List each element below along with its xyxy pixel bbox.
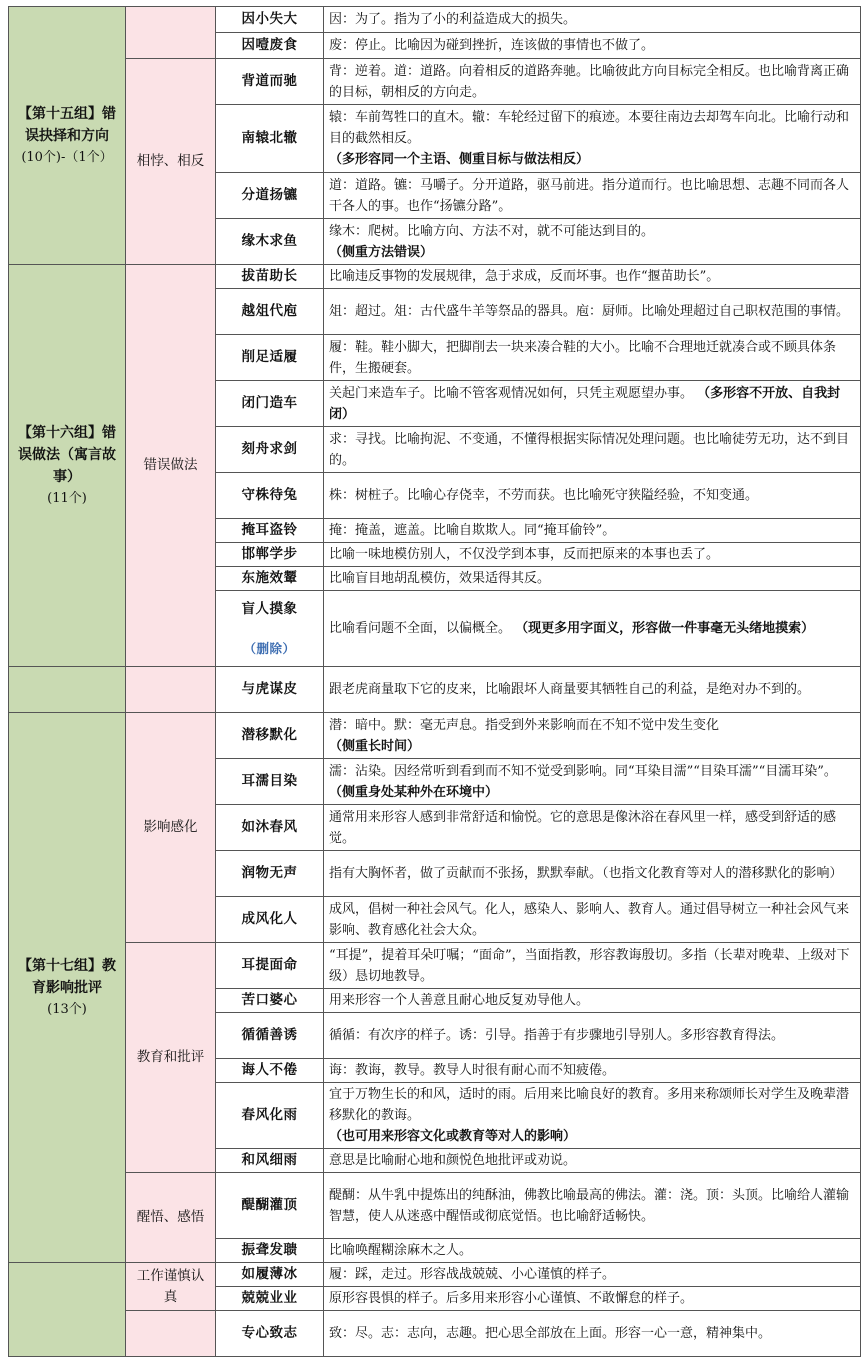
definition-text: “耳提”，提着耳朵叮嘱；“面命”，当面指教，形容教诲殷切。多指（长辈对晚辈、上级对下级）恳切地教导。 bbox=[329, 947, 850, 984]
group-cell bbox=[9, 7, 126, 265]
subgroup-cell: 相悖、相反 bbox=[126, 59, 216, 265]
idiom-definition bbox=[324, 473, 861, 519]
idiom-term: 越俎代庖 bbox=[216, 289, 324, 335]
idiom-term: 兢兢业业 bbox=[216, 1287, 324, 1311]
idiom-definition bbox=[324, 1173, 861, 1239]
group-count: (10个)-（1个） bbox=[21, 149, 113, 165]
definition-text: 原形容畏惧的样子。后多用来形容小心谨慎、不敢懈怠的样子。 bbox=[329, 1291, 694, 1306]
definition-text: 致：尽。志：志向，志趣。把心思全部放在上面。形容一心一意，精神集中。 bbox=[329, 1326, 772, 1341]
group-title: 【第十六组】错误做法（寓言故事） bbox=[18, 424, 116, 485]
idiom-definition bbox=[324, 59, 861, 105]
idiom-term: 邯郸学步 bbox=[216, 543, 324, 567]
idiom-definition bbox=[324, 591, 861, 667]
idiom-term: 耳濡目染 bbox=[216, 759, 324, 805]
idiom-term: 削足适履 bbox=[216, 335, 324, 381]
definition-text: 濡：沾染。因经常听到看到而不知不觉受到影响。同“耳染目濡”“目染耳濡”“目濡耳染”。 bbox=[329, 763, 837, 779]
idiom-term: 守株待兔 bbox=[216, 473, 324, 519]
idiom-definition bbox=[324, 7, 861, 33]
definition-text: 潜：暗中。默：毫无声息。指受到外来影响而在不知不觉中发生变化 bbox=[329, 717, 720, 733]
definition-text: 醍醐：从牛乳中提炼出的纯酥油，佛教比喻最高的佛法。灌：浇。顶：头顶。比喻给人灌输智慧，使人从迷惑中醒悟或彻底觉悟。也比喻舒适畅快。 bbox=[329, 1187, 850, 1224]
group-cell bbox=[9, 265, 126, 667]
idiom-definition bbox=[324, 173, 861, 219]
idiom-term: 南辕北辙 bbox=[216, 105, 324, 173]
definition-text: 履：踩，走过。形容战战兢兢、小心谨慎的样子。 bbox=[329, 1267, 616, 1282]
idiom-definition bbox=[324, 897, 861, 943]
table-row bbox=[9, 1173, 861, 1239]
group-count: (13个) bbox=[47, 1001, 87, 1017]
subgroup-cell-empty bbox=[126, 7, 216, 59]
idiom-term: 耳提面命 bbox=[216, 943, 324, 989]
idiom-term: 苦口婆心 bbox=[216, 989, 324, 1013]
definition-text: 背：逆着。道：道路。向着相反的道路奔驰。比喻彼此方向目标完全相反。也比喻背离正确的目标，朝相反的方向走。 bbox=[329, 63, 850, 100]
idiom-term: 因噎废食 bbox=[216, 33, 324, 59]
group-title: 【第十五组】错误抉择和方向 bbox=[18, 105, 116, 144]
idiom-term-text: 盲人摸象 bbox=[241, 600, 298, 617]
idiom-term: 如履薄冰 bbox=[216, 1263, 324, 1287]
definition-text: 辕：车前驾牲口的直木。辙：车轮经过留下的痕迹。本要往南边去却驾车向北。比喻行动和目的截然相反。 bbox=[329, 110, 850, 146]
group-cell bbox=[9, 713, 126, 1263]
definition-text: 比喻一味地模仿别人，不仅没学到本事，反而把原来的本事也丢了。 bbox=[329, 547, 720, 562]
usage-note: （侧重身处某种外在环境中） bbox=[329, 784, 499, 800]
definition-text: 宜于万物生长的和风，适时的雨。后用来比喻良好的教育。多用来称颂师长对学生及晚辈潜移默化的教诲。 bbox=[329, 1087, 850, 1123]
definition-text: 跟老虎商量取下它的皮来，比喻跟坏人商量要其牺牲自己的利益，是绝对办不到的。 bbox=[329, 682, 811, 697]
idiom-term: 拔苗助长 bbox=[216, 265, 324, 289]
usage-note: （侧重方法错误） bbox=[329, 244, 434, 260]
usage-note: （现更多用字面义，形容做一件事毫无头绪地摸索） bbox=[515, 621, 815, 636]
definition-text: 道：道路。镳：马嚼子。分开道路，驱马前进。指分道而行。也比喻思想、志趣不同而各人干各人的事。也作“扬镳分路”。 bbox=[329, 177, 850, 214]
usage-note: （多形容不开放、自我封闭） bbox=[329, 385, 841, 422]
group-title: 【第十七组】教育影响批评 bbox=[18, 957, 116, 996]
definition-text: 循循：有次序的样子。诱：引导。指善于有步骤地引导别人。多形容教育得法。 bbox=[329, 1028, 785, 1043]
idiom-definition bbox=[324, 943, 861, 989]
definition-text: 通常用来形容人感到非常舒适和愉悦。它的意思是像沐浴在春风里一样，感受到舒适的感觉。 bbox=[329, 809, 837, 846]
subgroup-cell-empty bbox=[126, 1311, 216, 1357]
definition-text: 指有大胸怀者，做了贡献而不张扬，默默奉献。（也指文化教育等对人的潜移默化的影响） bbox=[329, 866, 843, 881]
table-row bbox=[9, 59, 861, 105]
idiom-term: 缘木求鱼 bbox=[216, 219, 324, 265]
idiom-definition bbox=[324, 1263, 861, 1287]
idiom-definition bbox=[324, 33, 861, 59]
definition-text: 比喻盲目地胡乱模仿，效果适得其反。 bbox=[329, 571, 551, 586]
definition-text: 求：寻找。比喻拘泥、不变通，不懂得根据实际情况处理问题。也比喻徒劳无功，达不到目的。 bbox=[329, 431, 850, 468]
idiom-definition bbox=[324, 989, 861, 1013]
usage-note: （也可用来形容文化或教育等对人的影响） bbox=[329, 1129, 577, 1144]
subgroup-cell: 影响感化 bbox=[126, 713, 216, 943]
idiom-definition bbox=[324, 427, 861, 473]
idiom-term: 春风化雨 bbox=[216, 1083, 324, 1149]
subgroup-cell-empty bbox=[126, 667, 216, 713]
table-row bbox=[9, 1311, 861, 1357]
table-row bbox=[9, 7, 861, 33]
idiom-definition bbox=[324, 1083, 861, 1149]
definition-text: 废：停止。比喻因为碰到挫折，连该做的事情也不做了。 bbox=[329, 38, 655, 53]
subgroup-cell: 工作谨慎认真 bbox=[126, 1263, 216, 1311]
table-row bbox=[9, 713, 861, 759]
idiom-term: 因小失大 bbox=[216, 7, 324, 33]
definition-text: 掩：掩盖，遮盖。比喻自欺欺人。同“掩耳偷铃”。 bbox=[329, 523, 616, 538]
definition-text: 俎：超过。俎：古代盛牛羊等祭品的器具。庖：厨师。比喻处理超过自己职权范围的事情。 bbox=[329, 304, 850, 319]
idiom-term: 如沐春风 bbox=[216, 805, 324, 851]
idiom-definition bbox=[324, 567, 861, 591]
idiom-definition bbox=[324, 519, 861, 543]
idiom-term: 潜移默化 bbox=[216, 713, 324, 759]
subgroup-cell: 醒悟、感悟 bbox=[126, 1173, 216, 1263]
idiom-term: 闭门造车 bbox=[216, 381, 324, 427]
idiom-term: 刻舟求剑 bbox=[216, 427, 324, 473]
idiom-term: 东施效颦 bbox=[216, 567, 324, 591]
idiom-definition bbox=[324, 219, 861, 265]
idiom-term: 醍醐灌顶 bbox=[216, 1173, 324, 1239]
definition-text: 比喻唤醒糊涂麻木之人。 bbox=[329, 1243, 473, 1258]
idiom-definition bbox=[324, 289, 861, 335]
idiom-definition bbox=[324, 105, 861, 173]
definition-text: 意思是比喻耐心地和颜悦色地批评或劝说。 bbox=[329, 1153, 577, 1168]
definition-text: 用来形容一个人善意且耐心地反复劝导他人。 bbox=[329, 993, 590, 1008]
idiom-term: 振聋发聩 bbox=[216, 1239, 324, 1263]
idiom-definition bbox=[324, 1287, 861, 1311]
idiom-definition bbox=[324, 265, 861, 289]
idiom-term bbox=[216, 591, 324, 667]
definition-text: 诲：教诲，教导。教导人时很有耐心而不知疲倦。 bbox=[329, 1063, 616, 1078]
idiom-definition bbox=[324, 1311, 861, 1357]
idiom-definition bbox=[324, 667, 861, 713]
idiom-definition bbox=[324, 1149, 861, 1173]
idiom-term: 和风细雨 bbox=[216, 1149, 324, 1173]
idiom-term: 掩耳盗铃 bbox=[216, 519, 324, 543]
table-row bbox=[9, 943, 861, 989]
definition-text: 比喻看问题不全面，以偏概全。 bbox=[329, 621, 512, 636]
group-count: (11个) bbox=[47, 490, 87, 506]
idiom-term: 专心致志 bbox=[216, 1311, 324, 1357]
table-row bbox=[9, 1263, 861, 1287]
deleted-mark: （删除） bbox=[243, 640, 296, 656]
usage-note: （侧重长时间） bbox=[329, 738, 421, 754]
idiom-definition bbox=[324, 713, 861, 759]
idiom-definition bbox=[324, 543, 861, 567]
idiom-term: 诲人不倦 bbox=[216, 1059, 324, 1083]
idiom-definition bbox=[324, 335, 861, 381]
idiom-term: 分道扬镳 bbox=[216, 173, 324, 219]
subgroup-cell: 教育和批评 bbox=[126, 943, 216, 1173]
idiom-term: 与虎谋皮 bbox=[216, 667, 324, 713]
table-row bbox=[9, 667, 861, 713]
idiom-definition bbox=[324, 1059, 861, 1083]
idiom-definition bbox=[324, 1239, 861, 1263]
idiom-term: 循循善诱 bbox=[216, 1013, 324, 1059]
idiom-term: 润物无声 bbox=[216, 851, 324, 897]
usage-note: （多形容同一个主语、侧重目标与做法相反） bbox=[329, 152, 590, 167]
definition-text: 因：为了。指为了小的利益造成大的损失。 bbox=[329, 12, 577, 27]
idiom-definition bbox=[324, 805, 861, 851]
definition-text: 履：鞋。鞋小脚大，把脚削去一块来凑合鞋的大小。比喻不合理地迁就凑合或不顾具体条件，生搬硬套。 bbox=[329, 339, 837, 376]
idiom-table bbox=[8, 6, 861, 1357]
idiom-term: 成风化人 bbox=[216, 897, 324, 943]
table-row bbox=[9, 265, 861, 289]
subgroup-cell: 错误做法 bbox=[126, 265, 216, 667]
definition-text: 比喻违反事物的发展规律，急于求成，反而坏事。也作“揠苗助长”。 bbox=[329, 269, 720, 284]
definition-text: 株：树桩子。比喻心存侥幸，不劳而获。也比喻死守狭隘经验，不知变通。 bbox=[329, 488, 759, 503]
definition-text: 关起门来造车子。比喻不管客观情况如何，只凭主观愿望办事。 bbox=[329, 385, 694, 401]
idiom-definition bbox=[324, 759, 861, 805]
definition-text: 成风，倡树一种社会风气。化人，感染人、影响人、教育人。通过倡导树立一种社会风气来影响、教育感化社会大众。 bbox=[329, 901, 850, 938]
idiom-definition bbox=[324, 1013, 861, 1059]
idiom-term: 背道而驰 bbox=[216, 59, 324, 105]
idiom-definition bbox=[324, 381, 861, 427]
idiom-definition bbox=[324, 851, 861, 897]
definition-text: 缘木：爬树。比喻方向、方法不对，就不可能达到目的。 bbox=[329, 223, 655, 239]
group-cell-empty bbox=[9, 667, 126, 713]
